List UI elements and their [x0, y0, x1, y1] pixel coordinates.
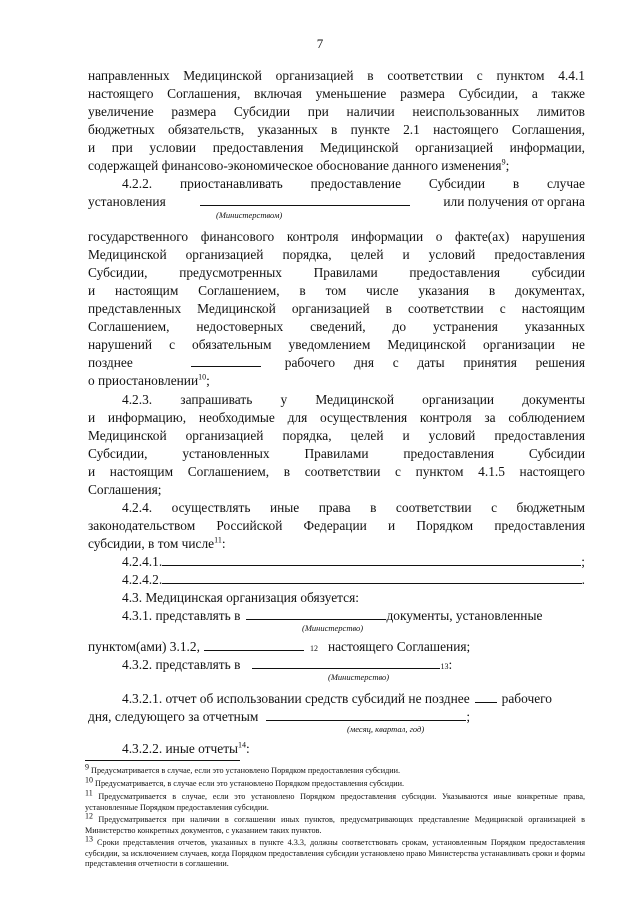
- text-line: настоящего Соглашения, включая уменьшение размера Субсидии, а также: [88, 86, 585, 101]
- blank-field: [191, 354, 261, 367]
- text-line: и информацию, необходимые для осуществления контроля за соблюдением: [88, 410, 585, 425]
- text-line: дня, следующего за отчетным ;: [88, 709, 471, 724]
- text-line: о приостановлении$^{10}$;: [88, 372, 210, 388]
- footnote-13: $^{13}$ Сроки представления отчетов, указанных в пункте 4.3.3, должны соответствовать срокам, установленным Порядком предоставления субсидии, за исключением случаев, когда Порядком предоставления субсидии установлено право Министерства устанавливать сроки и формы представления отчетности в соглашении.: [85, 834, 585, 868]
- clause-4-3-2-2: 4.3.2.2. иные отчеты$^{14}$:: [122, 740, 250, 756]
- blank-field: [162, 553, 581, 566]
- clause-4-3-1: 4.3.1. представлять в документы, установленные: [122, 608, 543, 623]
- text-line: увеличение размера Субсидии при наличии неиспользованных лимитов: [88, 104, 585, 119]
- text-line: Субсидии, предусмотренных Правилами предоставления субсидии: [88, 265, 585, 280]
- page-number: 7: [316, 36, 324, 51]
- field-caption: (Министерством): [216, 210, 283, 220]
- clause-4-3: 4.3. Медицинская организация обязуется:: [122, 590, 359, 605]
- footnote-12: $^{12}$ Предусматривается при наличии в соглашении иных пунктов, предусматривающих представление Медицинской организацией в Министерство конкретных документов, с указанием таких пунктов.: [85, 811, 586, 835]
- blank-field: [200, 193, 410, 206]
- blank-field: [475, 690, 497, 703]
- text-line: и настоящим Соглашением, в том числе указания в документах,: [88, 283, 585, 298]
- text-line: содержащей финансово-экономическое обоснование данного изменения$^9$;: [88, 157, 510, 173]
- clause-4-2-4-2: 4.2.4.2. .: [122, 572, 585, 587]
- text-line: Соглашения;: [88, 482, 162, 497]
- text-line: Медицинской организацией порядка, целей и условий предоставления: [88, 428, 585, 443]
- text-line: субсидии, в том числе$^{11}$:: [88, 535, 226, 551]
- text-line: Субсидии, установленных Правилами предоставления Субсидии: [88, 446, 585, 461]
- text-line: и настоящим Соглашением, в соответствии с пунктом 4.1.5 настоящего: [88, 464, 585, 479]
- clause-4-3-2-1: 4.3.2.1. отчет об использовании средств субсидий не позднее рабочего: [122, 691, 553, 706]
- footnote-separator: [85, 760, 240, 761]
- clause-4-3-2: 4.3.2. представлять в 13 :: [122, 657, 453, 672]
- text-line: законодательством Российской Федерации и Порядком предоставления: [88, 518, 585, 533]
- text-line: нарушений с обязательным уведомлением Медицинской организации не: [88, 337, 585, 352]
- blank-field: [246, 607, 386, 620]
- text-line: Соглашением, недостоверных сведений, до устранения указанных: [88, 319, 585, 334]
- clause-4-2-2: 4.2.2. приостанавливать предоставление Субсидии в случае: [122, 176, 585, 191]
- field-caption: (Министерство): [302, 623, 364, 633]
- blank-field: [252, 656, 440, 669]
- field-caption: (месяц, квартал, год): [347, 724, 425, 734]
- text-line: направленных Медицинской организацией в соответствии с пунктом 4.4.1: [88, 68, 585, 83]
- blank-field: [162, 571, 581, 584]
- text-line: пунктом(ами) 3.1.2, 12 настоящего Соглашения;: [88, 639, 471, 654]
- text-line: государственного финансового контроля информации о факте(ах) нарушения: [88, 229, 585, 244]
- clause-4-2-4: 4.2.4. осуществлять иные права в соответствии с бюджетным: [122, 500, 585, 515]
- text-line: представленных Медицинской организацией в соответствии с настоящим: [88, 301, 585, 316]
- blank-field: [266, 708, 466, 721]
- text-line: позднее рабочего дня с даты принятия решения: [88, 355, 585, 370]
- footnote-10: $^{10}$ Предусматривается, в случае если это установлено Порядком предоставления субсидии.: [85, 775, 405, 788]
- clause-4-2-4-1: 4.2.4.1. ;: [122, 554, 585, 569]
- field-caption: (Министерство): [328, 672, 390, 682]
- text-line: бюджетных обязательств, указанных в пункте 2.1 настоящего Соглашения,: [88, 122, 585, 137]
- blank-field: [204, 638, 304, 651]
- clause-4-2-3: 4.2.3. запрашивать у Медицинской организации документы: [122, 392, 585, 407]
- text-line: и при условии предоставления Медицинской организацией информации,: [88, 140, 585, 155]
- footnote-11: $^{11}$ Предусматривается в случае, если это установлено Порядком предоставления субсидии. Указываются иные конкретные права, установленные Порядком предоставления субсидии.: [85, 788, 586, 812]
- text-line: установления или получения от органа: [88, 194, 585, 209]
- footnote-9: $^9$ Предусматривается в случае, если это установлено Порядком предоставления субсидии.: [85, 762, 401, 775]
- text-line: Медицинской организацией порядка, целей и условий предоставления: [88, 247, 585, 262]
